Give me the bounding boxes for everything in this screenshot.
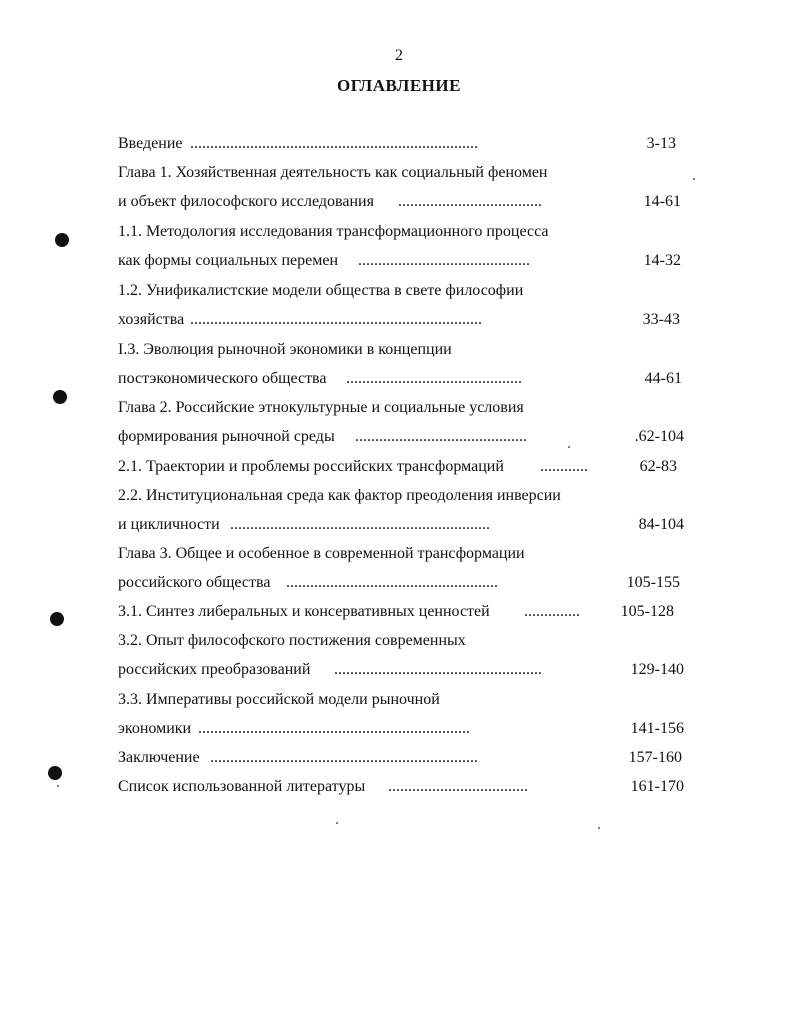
toc-entry-text: и объект философского исследования bbox=[118, 193, 374, 210]
toc-entry-text: Глава 3. Общее и особенное в современной трансформации bbox=[118, 545, 525, 562]
toc-page-range: 161-170 bbox=[630, 778, 684, 795]
toc-entry-text: Список использованной литературы bbox=[118, 778, 366, 795]
toc-entry-text: 1.1. Методология исследования трансформационного процесса bbox=[118, 223, 549, 240]
toc-entry-text: постэкономического общества bbox=[118, 370, 327, 387]
page-number: 2 bbox=[395, 47, 403, 64]
scan-speck bbox=[598, 827, 600, 829]
toc-page-range: 157-160 bbox=[628, 749, 682, 766]
toc-entry-text: 1.2. Унификалистские модели общества в свете философии bbox=[118, 282, 524, 299]
toc-entry-text: российских преобразований bbox=[118, 661, 311, 678]
toc-entry-text: 2.2. Институциональная среда как фактор преодоления инверсии bbox=[118, 487, 561, 504]
toc-entry-text: 2.1. Траектории и проблемы российских трансформаций bbox=[118, 458, 504, 475]
binder-hole bbox=[53, 390, 67, 404]
toc-leader: .............. bbox=[524, 603, 580, 620]
toc-page-range: 105-128 bbox=[620, 603, 674, 620]
toc-leader: ........................................... bbox=[358, 252, 530, 269]
toc-leader: ..................................................... bbox=[286, 574, 498, 591]
toc-page-range: 33-43 bbox=[642, 311, 680, 328]
toc-entry-text: как формы социальных перемен bbox=[118, 252, 339, 269]
toc-entry-text: I.3. Эволюция рыночной экономики в концепции bbox=[118, 341, 452, 358]
toc-leader: .................................................... bbox=[334, 661, 542, 678]
toc-page-range: 44-61 bbox=[644, 370, 682, 387]
toc-entry-text: и цикличности bbox=[118, 516, 220, 533]
toc-page-range: 141-156 bbox=[630, 720, 684, 737]
toc-entry-text: Введение bbox=[118, 135, 183, 152]
toc-page-range: 14-61 bbox=[643, 193, 681, 210]
toc-entry-text: формирования рыночной среды bbox=[118, 428, 335, 445]
scan-speck bbox=[336, 822, 338, 824]
binder-hole bbox=[48, 766, 62, 780]
scan-speck bbox=[693, 178, 695, 180]
scan-speck bbox=[57, 785, 59, 787]
toc-page-range: .62-104 bbox=[634, 428, 684, 445]
toc-page-range: 84-104 bbox=[638, 516, 684, 533]
toc-leader: ................................................................. bbox=[230, 516, 490, 533]
toc-entry-text: Глава 2. Российские этнокультурные и социальные условия bbox=[118, 399, 524, 416]
toc-leader: ............ bbox=[540, 458, 588, 475]
toc-page-range: 14-32 bbox=[643, 252, 681, 269]
toc-entry-text: 3.3. Императивы российской модели рыночной bbox=[118, 691, 440, 708]
toc-leader: ......................................................................... bbox=[190, 311, 482, 328]
toc-entry-text: российского общества bbox=[118, 574, 271, 591]
toc-entry-text: хозяйства bbox=[118, 311, 185, 328]
toc-leader: ............................................ bbox=[346, 370, 522, 387]
toc-entry-text: экономики bbox=[118, 720, 192, 737]
toc-entry-text: Глава 1. Хозяйственная деятельность как социальный феномен bbox=[118, 164, 548, 181]
toc-entry-text: Заключение bbox=[118, 749, 200, 766]
toc-page-range: 129-140 bbox=[630, 661, 684, 678]
toc-page-range: 3-13 bbox=[646, 135, 676, 152]
binder-hole bbox=[50, 612, 64, 626]
toc-leader: .................................... bbox=[398, 193, 542, 210]
page-title: ОГЛАВЛЕНИЕ bbox=[337, 76, 461, 95]
binder-hole bbox=[55, 233, 69, 247]
toc-leader: ........................................................................ bbox=[190, 135, 478, 152]
toc-page-range: 105-155 bbox=[626, 574, 680, 591]
toc-leader: .................................................................... bbox=[198, 720, 470, 737]
toc-entry-text: 3.2. Опыт философского постижения современных bbox=[118, 632, 466, 649]
toc-page-range: 62-83 bbox=[639, 458, 677, 475]
toc-leader: ................................... bbox=[388, 778, 528, 795]
toc-leader: ................................................................... bbox=[210, 749, 478, 766]
toc-entry-text: 3.1. Синтез либеральных и консервативных ценностей bbox=[118, 603, 490, 620]
toc-leader: ........................................... bbox=[355, 428, 527, 445]
